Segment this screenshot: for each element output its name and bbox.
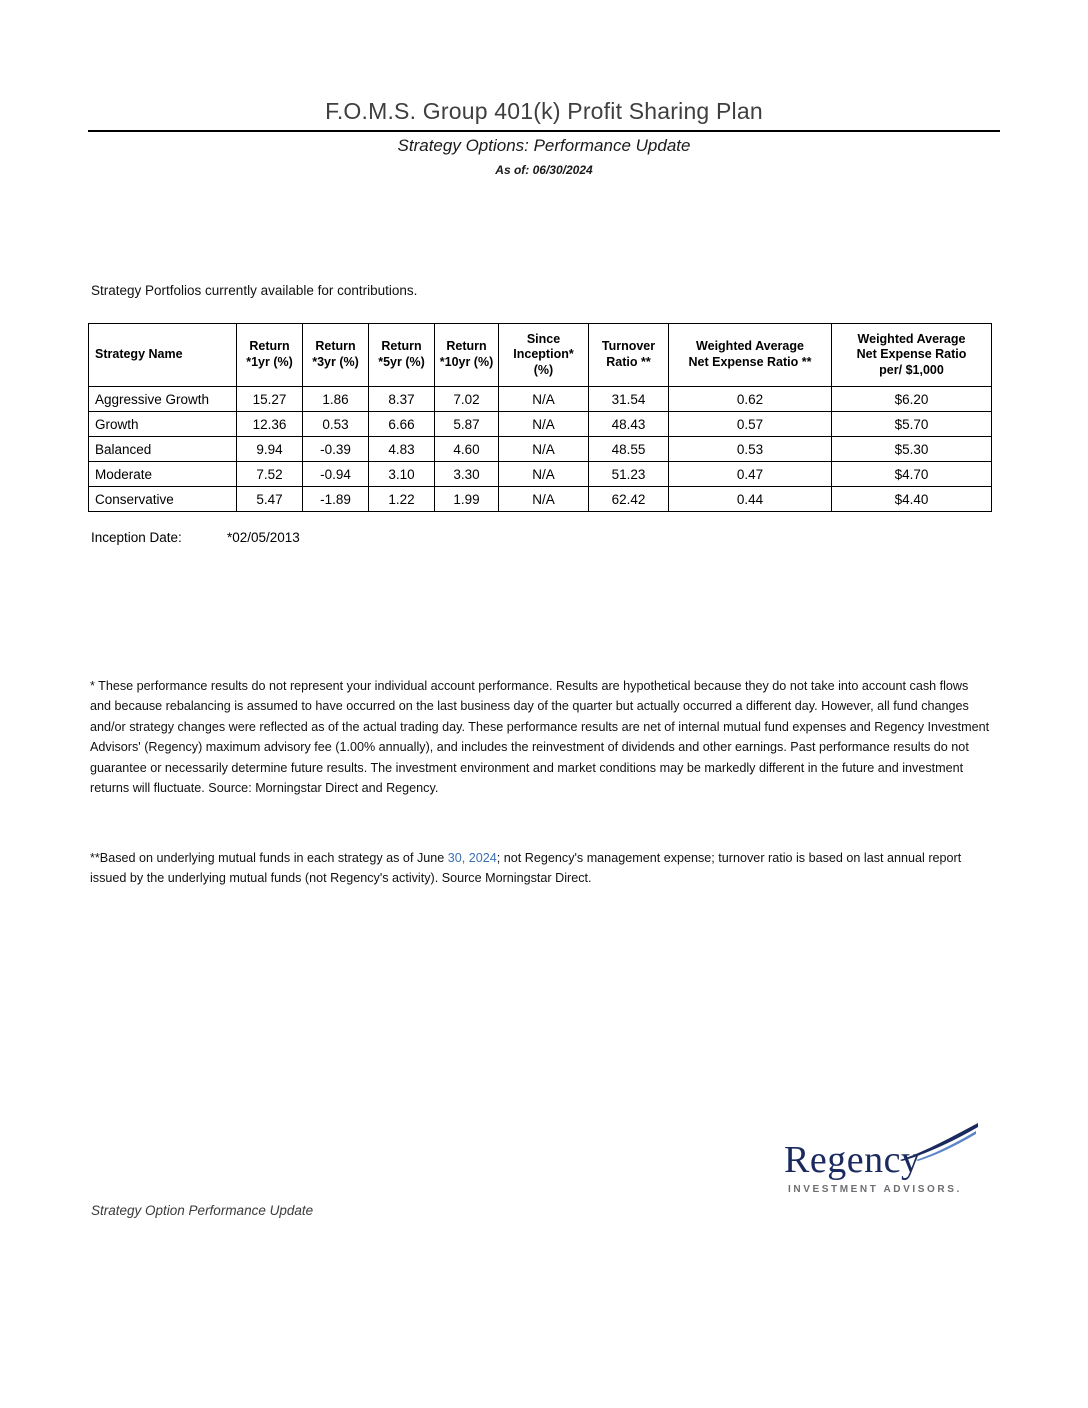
- cell-net-expense-ratio: 0.53: [669, 437, 832, 462]
- column-header-line: Return: [249, 339, 290, 354]
- logo-tagline: INVESTMENT ADVISORS.: [788, 1184, 962, 1195]
- cell-return-1yr: 12.36: [237, 412, 303, 437]
- cell-turnover-ratio: 51.23: [589, 462, 669, 487]
- footnote-expense-disclosure: [90, 848, 991, 889]
- cell-net-expense-ratio: 0.44: [669, 487, 832, 512]
- column-header-line: Since: [526, 331, 561, 346]
- column-header-line: *3yr (%): [312, 355, 359, 369]
- footer-label: Strategy Option Performance Update: [91, 1203, 314, 1218]
- cell-turnover-ratio: 62.42: [589, 487, 669, 512]
- cell-net-expense-ratio: 0.57: [669, 412, 832, 437]
- cell-return-5yr: 1.22: [369, 487, 435, 512]
- table-header-row: [89, 324, 992, 387]
- column-header-line: *10yr (%): [439, 355, 494, 369]
- table-row: [89, 412, 992, 437]
- footnote-performance-disclosure: * These performance results do not represent your individual account performance. Results are hypothetical because they do not take into account cash flows and because rebalancing is assumed to have occurred on the last business day of the quarter but actually occurred a different day. However, all fund changes and/or strategy changes were reflected as of the actual trading day. These performance results are net of internal mutual fund expenses and Regency Investment Advisors' (Regency) maximum advisory fee (1.00% annually), and includes the reinvestment of dividends and other earnings. Past performance results do not guarantee or necessarily determine future results. The investment environment and market conditions may be markedly different in the future and investment returns will fluctuate. Source: Morningstar Direct and Regency.: [90, 679, 990, 795]
- column-header-strategy-name: [89, 324, 237, 387]
- column-header-line: *5yr (%): [378, 355, 425, 369]
- column-header-return-3yr: [303, 324, 369, 387]
- table-row: [89, 387, 992, 412]
- column-header-line: per/ $1,000: [879, 362, 944, 377]
- page-title: F.O.M.S. Group 401(k) Profit Sharing Plan: [325, 98, 763, 124]
- cell-return-3yr: 1.86: [303, 387, 369, 412]
- cell-return-1yr: 15.27: [237, 387, 303, 412]
- cell-return-10yr: 1.99: [435, 487, 499, 512]
- table-row: [89, 437, 992, 462]
- page-subtitle: Strategy Options: Performance Update: [397, 136, 691, 155]
- column-header-return-10yr: [435, 324, 499, 387]
- performance-table: [88, 323, 992, 512]
- cell-since-inception: N/A: [499, 387, 589, 412]
- cell-net-expense-per-1000: $5.70: [832, 412, 992, 437]
- column-header-line: Turnover: [601, 339, 656, 354]
- cell-return-5yr: 3.10: [369, 462, 435, 487]
- cell-since-inception: N/A: [499, 437, 589, 462]
- cell-return-1yr: 9.94: [237, 437, 303, 462]
- cell-strategy-name: Growth: [89, 412, 237, 437]
- cell-return-1yr: 7.52: [237, 462, 303, 487]
- column-header-line: Return: [446, 339, 487, 354]
- title-divider: [88, 130, 1000, 132]
- footnote-date-link[interactable]: 30, 2024: [447, 851, 497, 865]
- cell-return-10yr: 5.87: [435, 412, 499, 437]
- cell-return-10yr: 4.60: [435, 437, 499, 462]
- column-header-weighted-avg-net-expense-ratio: [669, 324, 832, 387]
- cell-since-inception: N/A: [499, 487, 589, 512]
- cell-net-expense-per-1000: $6.20: [832, 387, 992, 412]
- cell-net-expense-ratio: 0.62: [669, 387, 832, 412]
- inception-date-label: Inception Date:: [91, 530, 182, 545]
- cell-return-10yr: 3.30: [435, 462, 499, 487]
- cell-net-expense-per-1000: $5.30: [832, 437, 992, 462]
- cell-return-3yr: 0.53: [303, 412, 369, 437]
- footnote-text-before: **Based on underlying mutual funds in each strategy as of June: [90, 851, 448, 865]
- cell-strategy-name: Aggressive Growth: [89, 387, 237, 412]
- column-header-return-1yr: [237, 324, 303, 387]
- cell-return-3yr: -0.94: [303, 462, 369, 487]
- regency-logo: [780, 1118, 980, 1213]
- column-header-since-inception: [499, 324, 589, 387]
- cell-net-expense-per-1000: $4.40: [832, 487, 992, 512]
- intro-text: Strategy Portfolios currently available for contributions.: [91, 283, 418, 298]
- column-header-line: *1yr (%): [246, 355, 293, 369]
- column-header-line: Net Expense Ratio: [856, 347, 967, 362]
- column-header-return-5yr: [369, 324, 435, 387]
- cell-return-10yr: 7.02: [435, 387, 499, 412]
- column-header-line: Return: [315, 339, 356, 354]
- cell-net-expense-per-1000: $4.70: [832, 462, 992, 487]
- cell-return-3yr: -0.39: [303, 437, 369, 462]
- table-row: [89, 487, 992, 512]
- logo-wordmark: Regency: [784, 1139, 921, 1181]
- column-header-line: Strategy Name: [95, 347, 183, 362]
- cell-turnover-ratio: 31.54: [589, 387, 669, 412]
- cell-net-expense-ratio: 0.47: [669, 462, 832, 487]
- performance-table-container: [88, 323, 991, 512]
- cell-return-5yr: 6.66: [369, 412, 435, 437]
- inception-date: [91, 530, 300, 545]
- cell-turnover-ratio: 48.43: [589, 412, 669, 437]
- column-header-line: Inception* (%): [513, 347, 574, 377]
- column-header-line: Ratio **: [606, 355, 651, 369]
- table-header: [89, 324, 992, 387]
- table-row: [89, 462, 992, 487]
- cell-since-inception: N/A: [499, 412, 589, 437]
- cell-return-5yr: 4.83: [369, 437, 435, 462]
- inception-date-value: *02/05/2013: [227, 530, 300, 545]
- table-body: [89, 387, 992, 512]
- cell-turnover-ratio: 48.55: [589, 437, 669, 462]
- column-header-turnover-ratio: [589, 324, 669, 387]
- column-header-line: Net Expense Ratio **: [688, 355, 812, 369]
- column-header-line: Weighted Average: [857, 331, 966, 346]
- cell-strategy-name: Moderate: [89, 462, 237, 487]
- column-header-line: Weighted Average: [696, 339, 804, 354]
- cell-since-inception: N/A: [499, 462, 589, 487]
- cell-return-1yr: 5.47: [237, 487, 303, 512]
- column-header-line: Return: [381, 339, 422, 354]
- as-of-date: As of: 06/30/2024: [495, 163, 593, 177]
- cell-return-3yr: -1.89: [303, 487, 369, 512]
- footnote-text-after: ; not Regency's management expense; turnover ratio is based on last annual report issued by the underlying mutual funds (not Regency's activity). Source Morningstar Direct.: [90, 851, 962, 886]
- cell-strategy-name: Balanced: [89, 437, 237, 462]
- cell-strategy-name: Conservative: [89, 487, 237, 512]
- cell-return-5yr: 8.37: [369, 387, 435, 412]
- column-header-weighted-avg-net-expense-per-1000: [832, 324, 992, 387]
